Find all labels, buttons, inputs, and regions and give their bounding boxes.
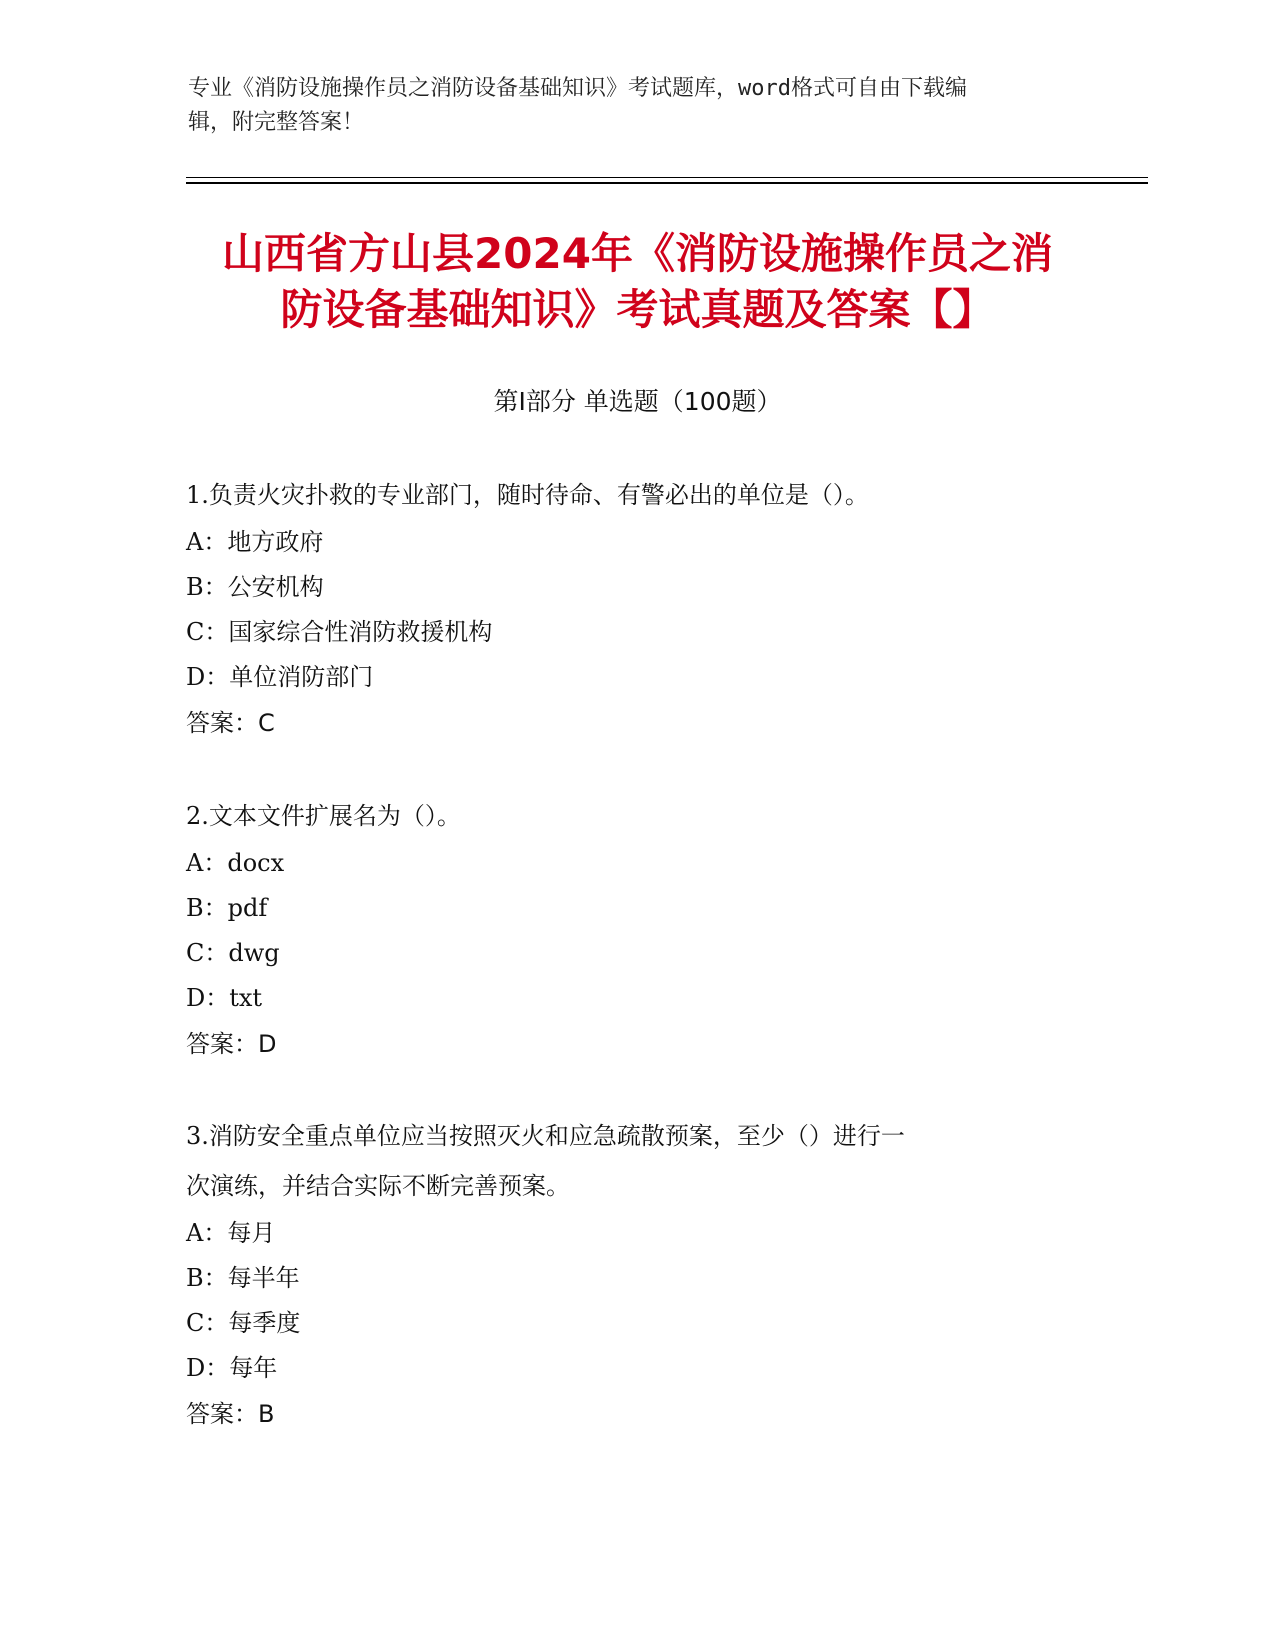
header-note-line: 专业《消防设施操作员之消防设备基础知识》考试题库，word格式可自由下载编 (188, 76, 967, 101)
question-stem: 2.文本文件扩展名为（）。 (186, 802, 461, 830)
document-title-line: 山西省方山县2024年《消防设施操作员之消 (222, 229, 1053, 278)
option-c: C：dwg (186, 939, 280, 967)
answer-line: 答案：D (186, 1030, 277, 1058)
question-block (186, 791, 1066, 1067)
question-stem: 3.消防安全重点单位应当按照灭火和应急疏散预案，至少（）进行一 (186, 1122, 905, 1150)
question-stem: 1.负责火灾扑救的专业部门，随时待命、有警必出的单位是（）。 (186, 481, 869, 509)
option-b: B：每半年 (186, 1264, 300, 1292)
question-stem-continued: 次演练，并结合实际不断完善预案。 (186, 1172, 570, 1200)
answer-line: 答案：C (186, 709, 275, 737)
document-title (170, 226, 1105, 338)
option-b: B：公安机构 (186, 573, 324, 601)
option-d: D：txt (186, 984, 263, 1012)
answer-line: 答案：B (186, 1400, 275, 1428)
section-heading: 第Ⅰ部分 单选题（100题） (493, 387, 782, 416)
header-divider-thick (186, 182, 1148, 184)
document-title-line: 防设备基础知识》考试真题及答案【】 (280, 285, 995, 334)
option-a: A：每月 (186, 1219, 276, 1247)
option-c: C：每季度 (186, 1309, 301, 1337)
option-a: A：地方政府 (186, 528, 324, 556)
option-d: D：单位消防部门 (186, 663, 374, 691)
header-divider-thin (186, 177, 1148, 178)
question-block (186, 470, 1066, 746)
option-b: B：pdf (186, 894, 268, 922)
header-note (188, 72, 1068, 140)
option-c: C：国家综合性消防救援机构 (186, 618, 493, 646)
question-block (186, 1111, 1066, 1437)
header-note-line: 辑，附完整答案！ (188, 110, 365, 135)
option-a: A：docx (186, 849, 285, 877)
option-d: D：每年 (186, 1354, 278, 1382)
